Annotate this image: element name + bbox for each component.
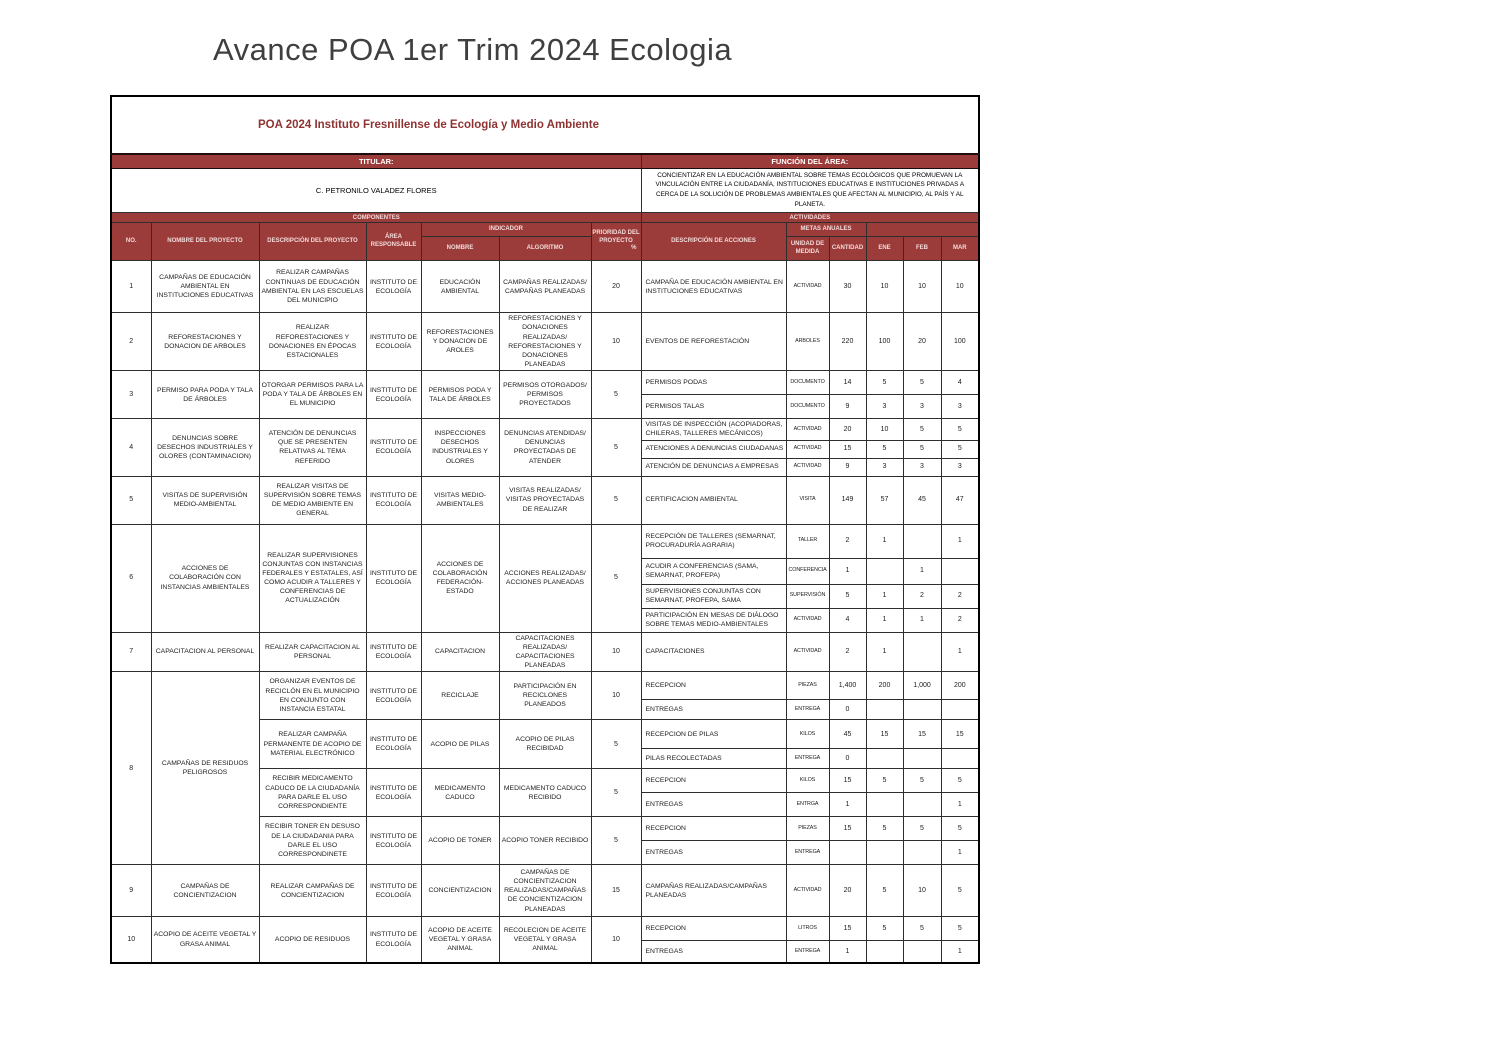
accion-feb: 20 [903, 313, 941, 371]
accion-mar: 5 [941, 817, 979, 841]
accion-mar: 5 [941, 769, 979, 793]
accion-descripcion: PILAS RECOLECTADAS [641, 749, 786, 769]
accion-mar: 3 [941, 458, 979, 476]
col-algoritmo: ALGORITMO [499, 237, 591, 261]
indicador-algoritmo: ACOPIO DE PILAS RECIBIDAD [499, 720, 591, 769]
project-descripcion: RECIBIR TONER EN DESUSO DE LA CIUDADANIA PARA DARLE EL USO CORRESPONDINETE [259, 817, 366, 865]
project-7-action-row [111, 632, 979, 672]
accion-unidad: ENTRGA [786, 793, 829, 817]
project-4-action-row [111, 419, 979, 440]
accion-ene: 1 [866, 524, 903, 558]
col-ene: ENE [866, 237, 903, 261]
accion-unidad: ACTIVIDAD [786, 608, 829, 632]
accion-unidad: DOCUMENTO [786, 371, 829, 395]
project-descripcion: RECIBIR MEDICAMENTO CADUCO DE LA CIUDADANÍA PARA DARLE EL USO CORRESPONDIENTE [259, 769, 366, 817]
titular-label: TITULAR: [111, 154, 641, 168]
project-area: INSTITUTO DE ECOLOGÍA [366, 313, 421, 371]
accion-feb: 1,000 [903, 672, 941, 700]
accion-feb: 5 [903, 817, 941, 841]
project-3-action-row [111, 371, 979, 395]
accion-cantidad: 9 [829, 458, 866, 476]
col-unidad-medida: UNIDAD DE MEDIDA [786, 237, 829, 261]
project-area: INSTITUTO DE ECOLOGÍA [366, 261, 421, 313]
accion-cantidad: 9 [829, 395, 866, 419]
project-nombre: CAPACITACION AL PERSONAL [151, 632, 259, 672]
indicador-algoritmo: ACCIONES REALIZADAS/ ACCIONES PLANEADAS [499, 524, 591, 632]
indicador-nombre: ACOPIO DE ACEITE VEGETAL Y GRASA ANIMAL [421, 917, 499, 963]
accion-descripcion: ENTREGAS [641, 793, 786, 817]
project-no: 9 [111, 865, 151, 917]
accion-descripcion: PERMISOS TALAS [641, 395, 786, 419]
project-no: 2 [111, 313, 151, 371]
accion-mar: 1 [941, 841, 979, 865]
accion-cantidad: 4 [829, 608, 866, 632]
accion-feb: 1 [903, 558, 941, 584]
accion-feb [903, 841, 941, 865]
col-prioridad-pct: % [631, 245, 637, 252]
project-descripcion: REALIZAR CAMPAÑAS CONTINUAS DE EDUCACIÓN AMBIENTAL EN LAS ESCUELAS DEL MUNICIPIO [259, 261, 366, 313]
accion-cantidad: 20 [829, 865, 866, 917]
project-no: 7 [111, 632, 151, 672]
project-area: INSTITUTO DE ECOLOGÍA [366, 865, 421, 917]
indicador-nombre: ACOPIO DE TONER [421, 817, 499, 865]
indicador-nombre: RECICLAJE [421, 672, 499, 720]
project-descripcion: OTORGAR PERMISOS PARA LA PODA Y TALA DE ÁRBOLES EN EL MUNICIPIO [259, 371, 366, 419]
accion-cantidad: 15 [829, 817, 866, 841]
accion-ene [866, 558, 903, 584]
accion-descripcion: ATENCIÓN DE DENUNCIAS A EMPRESAS [641, 458, 786, 476]
accion-descripcion: CERTIFICACION AMBIENTAL [641, 476, 786, 524]
accion-mar: 100 [941, 313, 979, 371]
indicador-algoritmo: CAMPAÑAS DE CONCIENTIZACION REALIZADAS/CAMPAÑAS DE CONCIENTIZACION PLANEADAS [499, 865, 591, 917]
accion-mar: 2 [941, 584, 979, 608]
column-header-row-1 [111, 223, 979, 237]
accion-ene [866, 941, 903, 963]
col-nombre-proyecto: NOMBRE DEL PROYECTO [151, 223, 259, 261]
project-nombre: REFORESTACIONES Y DONACION DE ARBOLES [151, 313, 259, 371]
titular-bar-row [111, 154, 979, 168]
col-no: NO. [111, 223, 151, 261]
accion-ene: 200 [866, 672, 903, 700]
accion-ene: 3 [866, 395, 903, 419]
accion-unidad: ENTREGA [786, 841, 829, 865]
project-area: INSTITUTO DE ECOLOGÍA [366, 419, 421, 476]
indicador-algoritmo: PARTICIPACIÓN EN RECICLONES PLANEADOS [499, 672, 591, 720]
indicador-nombre: VISITAS MEDIO-AMBIENTALES [421, 476, 499, 524]
prioridad-valor: 5 [591, 769, 641, 817]
accion-cantidad [829, 841, 866, 865]
project-no: 6 [111, 524, 151, 632]
project-descripcion: REALIZAR REFORESTACIONES Y DONACIONES EN ÉPOCAS ESTACIONALES [259, 313, 366, 371]
prioridad-valor: 10 [591, 917, 641, 963]
section-componentes: COMPONENTES [111, 213, 641, 223]
indicador-nombre: REFORESTACIONES Y DONACION DE AROLES [421, 313, 499, 371]
project-descripcion: REALIZAR VISITAS DE SUPERVISIÓN SOBRE TEMAS DE MEDIO AMBIENTE EN GENERAL [259, 476, 366, 524]
accion-unidad: ACTIVIDAD [786, 458, 829, 476]
section-bar-row [111, 213, 979, 223]
indicador-algoritmo: RECOLECION DE ACEITE VEGETAL Y GRASA ANIMAL [499, 917, 591, 963]
accion-mar [941, 558, 979, 584]
accion-ene: 57 [866, 476, 903, 524]
project-descripcion: ATENCIÓN DE DENUNCIAS QUE SE PRESENTEN RELATIVAS AL TEMA REFERIDO [259, 419, 366, 476]
accion-mar: 2 [941, 608, 979, 632]
accion-descripcion: CAMPAÑAS REALIZADAS/CAMPAÑAS PLANEADAS [641, 865, 786, 917]
accion-feb [903, 749, 941, 769]
accion-unidad: PIEZAS [786, 817, 829, 841]
accion-feb: 3 [903, 458, 941, 476]
accion-ene: 5 [866, 440, 903, 458]
accion-cantidad: 1 [829, 793, 866, 817]
page-title: Avance POA 1er Trim 2024 Ecologia [213, 32, 733, 67]
project-nombre: ACCIONES DE COLABORACIÓN CON INSTANCIAS AMBIENTALES [151, 524, 259, 632]
prioridad-valor: 10 [591, 313, 641, 371]
project-area: INSTITUTO DE ECOLOGÍA [366, 632, 421, 672]
col-feb: FEB [903, 237, 941, 261]
indicador-algoritmo: REFORESTACIONES Y DONACIONES REALIZADAS/ REFORESTACIONES Y DONACIONES PLANEADAS [499, 313, 591, 371]
accion-unidad: ACTIVIDAD [786, 440, 829, 458]
accion-mar: 15 [941, 720, 979, 749]
titular-name: C. PETRONILO VALADEZ FLORES [111, 168, 641, 213]
project-nombre: CAMPAÑAS DE EDUCACIÓN AMBIENTAL EN INSTITUCIONES EDUCATIVAS [151, 261, 259, 313]
project-no: 5 [111, 476, 151, 524]
project-nombre: DENUNCIAS SOBRE DESECHOS INDUSTRIALES Y OLORES (CONTAMINACION) [151, 419, 259, 476]
project-no: 4 [111, 419, 151, 476]
indicador-nombre: INSPECCIONES DESECHOS INDUSTRIALES Y OLORES [421, 419, 499, 476]
indicador-algoritmo: CAMPAÑAS REALIZADAS/ CAMPAÑAS PLANEADAS [499, 261, 591, 313]
accion-unidad: ENTREGA [786, 749, 829, 769]
accion-ene: 1 [866, 608, 903, 632]
project-nombre: VISITAS DE SUPERVISIÓN MEDIO-AMBIENTAL [151, 476, 259, 524]
project-area: INSTITUTO DE ECOLOGÍA [366, 672, 421, 720]
accion-mar [941, 749, 979, 769]
indicador-nombre: ACOPIO DE PILAS [421, 720, 499, 769]
accion-feb: 10 [903, 261, 941, 313]
prioridad-valor: 5 [591, 476, 641, 524]
accion-ene [866, 700, 903, 720]
doc-header-row [111, 96, 979, 154]
doc-title: POA 2024 Instituto Fresnillense de Ecología y Medio Ambiente [258, 119, 600, 131]
indicador-algoritmo: ACOPIO TONER RECIBIDO [499, 817, 591, 865]
accion-ene: 5 [866, 917, 903, 941]
accion-mar: 5 [941, 917, 979, 941]
accion-ene: 3 [866, 458, 903, 476]
project-nombre: CAMPAÑAS DE CONCIENTIZACION [151, 865, 259, 917]
accion-ene: 10 [866, 419, 903, 440]
doc-title-cell [111, 96, 979, 154]
accion-unidad: ARBOLES [786, 313, 829, 371]
accion-cantidad: 1 [829, 558, 866, 584]
indicador-nombre: PERMISOS PODA Y TALA DE ÁRBOLES [421, 371, 499, 419]
project-descripcion: REALIZAR CAMPAÑA PERMANENTE DE ACOPIO DE MATERIAL ELECTRÓNICO [259, 720, 366, 769]
project-no: 8 [111, 672, 151, 865]
col-indicador: INDICADOR [421, 223, 591, 237]
accion-unidad: CONFERENCIA [786, 558, 829, 584]
accion-unidad: SUPERVISIÓN [786, 584, 829, 608]
accion-descripcion: VISITAS DE INSPECCIÓN (ACOPIADORAS, CHILERAS, TALLERES MECÁNICOS) [641, 419, 786, 440]
project-no: 1 [111, 261, 151, 313]
accion-mar: 5 [941, 865, 979, 917]
indicador-algoritmo: CAPACITACIONES REALIZADAS/ CAPACITACIONES PLANEADAS [499, 632, 591, 672]
project-descripcion: ACOPIO DE RESIDUOS [259, 917, 366, 963]
accion-unidad: KILOS [786, 769, 829, 793]
project-10-action-row [111, 917, 979, 941]
accion-feb [903, 793, 941, 817]
accion-cantidad: 45 [829, 720, 866, 749]
accion-cantidad: 0 [829, 700, 866, 720]
col-indicador-nombre: NOMBRE [421, 237, 499, 261]
project-area: INSTITUTO DE ECOLOGÍA [366, 371, 421, 419]
accion-descripcion: PERMISOS PODAS [641, 371, 786, 395]
accion-mar: 1 [941, 793, 979, 817]
project-area: INSTITUTO DE ECOLOGÍA [366, 720, 421, 769]
project-nombre: ACOPIO DE ACEITE VEGETAL Y GRASA ANIMAL [151, 917, 259, 963]
accion-ene: 5 [866, 371, 903, 395]
indicador-nombre: MEDICAMENTO CADUCO [421, 769, 499, 817]
accion-ene: 1 [866, 632, 903, 672]
accion-cantidad: 2 [829, 524, 866, 558]
project-descripcion: REALIZAR CAPACITACION AL PERSONAL [259, 632, 366, 672]
accion-descripcion: RECEPCIÓN DE TALLERES (SEMARNAT, PROCURADURÍA AGRARIA) [641, 524, 786, 558]
accion-cantidad: 1 [829, 941, 866, 963]
accion-unidad: ENTREGA [786, 941, 829, 963]
accion-cantidad: 15 [829, 769, 866, 793]
accion-feb [903, 524, 941, 558]
accion-unidad: PIEZAS [786, 672, 829, 700]
accion-ene: 5 [866, 865, 903, 917]
accion-cantidad: 14 [829, 371, 866, 395]
col-prioridad-label: PRIORIDAD DEL PROYECTO [592, 230, 640, 244]
project-nombre: CAMPAÑAS DE RESIDUOS PELIGROSOS [151, 672, 259, 865]
accion-feb: 45 [903, 476, 941, 524]
accion-cantidad: 0 [829, 749, 866, 769]
project-area: INSTITUTO DE ECOLOGÍA [366, 476, 421, 524]
funcion-label: FUNCIÓN DEL ÁREA: [641, 154, 979, 168]
accion-unidad: ACTIVIDAD [786, 865, 829, 917]
accion-mar: 4 [941, 371, 979, 395]
project-1-action-row [111, 261, 979, 313]
accion-ene: 15 [866, 720, 903, 749]
project-area: INSTITUTO DE ECOLOGÍA [366, 524, 421, 632]
prioridad-valor: 5 [591, 524, 641, 632]
accion-descripcion: RECEPCION [641, 672, 786, 700]
accion-cantidad: 15 [829, 917, 866, 941]
accion-unidad: KILOS [786, 720, 829, 749]
accion-cantidad: 149 [829, 476, 866, 524]
accion-cantidad: 30 [829, 261, 866, 313]
project-8-action-row [111, 672, 979, 700]
titular-value-row [111, 168, 979, 213]
accion-unidad: LITROS [786, 917, 829, 941]
accion-feb [903, 941, 941, 963]
accion-unidad: VISITA [786, 476, 829, 524]
col-area-responsable: ÁREA RESPONSABLE [366, 223, 421, 261]
accion-unidad: TALLER [786, 524, 829, 558]
indicador-nombre: CAPACITACION [421, 632, 499, 672]
accion-mar: 5 [941, 419, 979, 440]
accion-mar [941, 700, 979, 720]
accion-unidad: DOCUMENTO [786, 395, 829, 419]
accion-mar: 5 [941, 440, 979, 458]
project-descripcion: REALIZAR SUPERVISIONES CONJUNTAS CON INSTANCIAS FEDERALES Y ESTATALES, ASÍ COMO ACUDIR A TALLERES Y CONFERENCIAS DE ACTUALIZACIÓN [259, 524, 366, 632]
project-descripcion: REALIZAR CAMPAÑAS DE CONCIENTIZACION [259, 865, 366, 917]
accion-mar: 1 [941, 524, 979, 558]
prioridad-valor: 5 [591, 720, 641, 769]
project-2-action-row [111, 313, 979, 371]
project-9-action-row [111, 865, 979, 917]
accion-feb: 5 [903, 769, 941, 793]
prioridad-valor: 15 [591, 865, 641, 917]
accion-feb [903, 700, 941, 720]
accion-feb: 10 [903, 865, 941, 917]
accion-feb: 5 [903, 419, 941, 440]
indicador-nombre: ACCIONES DE COLABORACIÓN FEDERACIÓN-ESTADO [421, 524, 499, 632]
accion-ene [866, 749, 903, 769]
accion-feb [903, 632, 941, 672]
accion-ene: 1 [866, 584, 903, 608]
accion-cantidad: 220 [829, 313, 866, 371]
accion-feb: 5 [903, 371, 941, 395]
accion-descripcion: RECEPCION [641, 917, 786, 941]
accion-mar: 10 [941, 261, 979, 313]
accion-feb: 1 [903, 608, 941, 632]
accion-descripcion: RECEPCION [641, 769, 786, 793]
accion-cantidad: 20 [829, 419, 866, 440]
project-descripcion: ORGANIZAR EVENTOS DE RECICLÓN EN EL MUNICIPIO EN CONJUNTO CON INSTANCIA ESTATAL [259, 672, 366, 720]
accion-descripcion: ENTREGAS [641, 841, 786, 865]
accion-descripcion: PARTICIPACIÓN EN MESAS DE DIÁLOGO SOBRE TEMAS MEDIO-AMBIENTALES [641, 608, 786, 632]
prioridad-valor: 10 [591, 632, 641, 672]
accion-feb: 3 [903, 395, 941, 419]
indicador-algoritmo: VISITAS REALIZADAS/ VISITAS PROYECTADAS DE REALIZAR [499, 476, 591, 524]
accion-cantidad: 1,400 [829, 672, 866, 700]
accion-ene: 10 [866, 261, 903, 313]
accion-feb: 2 [903, 584, 941, 608]
accion-feb: 5 [903, 440, 941, 458]
accion-cantidad: 2 [829, 632, 866, 672]
accion-descripcion: CAPACITACIONES [641, 632, 786, 672]
poa-table [110, 95, 980, 964]
accion-descripcion: ENTREGAS [641, 700, 786, 720]
accion-unidad: ENTREGA [786, 700, 829, 720]
col-cantidad: CANTIDAD [829, 237, 866, 261]
prioridad-valor: 5 [591, 371, 641, 419]
accion-feb: 15 [903, 720, 941, 749]
project-no: 3 [111, 371, 151, 419]
accion-mar: 47 [941, 476, 979, 524]
accion-cantidad: 5 [829, 584, 866, 608]
accion-cantidad: 15 [829, 440, 866, 458]
accion-descripcion: EVENTOS DE REFORESTACIÓN [641, 313, 786, 371]
col-months-spacer [866, 223, 979, 237]
accion-unidad: ACTIVIDAD [786, 632, 829, 672]
project-area: INSTITUTO DE ECOLOGÍA [366, 769, 421, 817]
funcion-text: CONCIENTIZAR EN LA EDUCACIÓN AMBIENTAL SOBRE TEMAS ECOLÓGICOS QUE PROMUEVAN LA VINCULACIÓN ENTRE LA CIUDADANÍA, INSTITUCIONES EDUCATIVAS E INSTITUCIONES PRIVADAS A CERCA DE LA SOLUCIÓN DE PROBLEMAS AMBIENTALES QUE AFECTAN AL MUNICIPIO, AL PAÍS Y AL PLANETA. [641, 168, 979, 213]
accion-descripcion: RECEPCION DE PILAS [641, 720, 786, 749]
indicador-algoritmo: DENUNCIAS ATENDIDAS/ DENUNCIAS PROYECTADAS DE ATENDER [499, 419, 591, 476]
prioridad-valor: 5 [591, 419, 641, 476]
prioridad-valor: 20 [591, 261, 641, 313]
accion-mar: 1 [941, 941, 979, 963]
accion-feb: 5 [903, 917, 941, 941]
accion-ene [866, 793, 903, 817]
indicador-nombre: CONCIENTIZACION [421, 865, 499, 917]
accion-ene: 100 [866, 313, 903, 371]
project-6-action-row [111, 524, 979, 558]
accion-ene: 5 [866, 817, 903, 841]
accion-descripcion: ATENCIONES A DENUNCIAS CIUDADANAS [641, 440, 786, 458]
accion-mar: 200 [941, 672, 979, 700]
accion-ene: 5 [866, 769, 903, 793]
project-5-action-row [111, 476, 979, 524]
accion-descripcion: RECEPCION [641, 817, 786, 841]
accion-unidad: ACTIVIDAD [786, 419, 829, 440]
accion-ene [866, 841, 903, 865]
poa-table-container [110, 95, 980, 964]
accion-descripcion: ACUDIR A CONFERENCIAS (SAMA, SEMARNAT, PROFEPA) [641, 558, 786, 584]
prioridad-valor: 10 [591, 672, 641, 720]
project-area: INSTITUTO DE ECOLOGÍA [366, 917, 421, 963]
accion-descripcion: ENTREGAS [641, 941, 786, 963]
accion-descripcion: CAMPAÑA DE EDUCACIÓN AMBIENTAL EN INSTITUCIONES EDUCATIVAS [641, 261, 786, 313]
col-descripcion-acciones: DESCRIPCIÓN DE ACCIONES [641, 223, 786, 261]
col-prioridad [591, 223, 641, 261]
project-no: 10 [111, 917, 151, 963]
prioridad-valor: 5 [591, 817, 641, 865]
indicador-algoritmo: MEDICAMENTO CADUCO RECIBIDO [499, 769, 591, 817]
accion-mar: 3 [941, 395, 979, 419]
project-area: INSTITUTO DE ECOLOGÍA [366, 817, 421, 865]
project-nombre: PERMISO PARA PODA Y TALA DE ÁRBOLES [151, 371, 259, 419]
section-actividades: ACTIVIDADES [641, 213, 979, 223]
accion-mar: 1 [941, 632, 979, 672]
accion-unidad: ACTIVIDAD [786, 261, 829, 313]
accion-descripcion: SUPERVISIONES CONJUNTAS CON SEMARNAT, PROFEPA, SAMA [641, 584, 786, 608]
indicador-nombre: EDUCACIÓN AMBIENTAL [421, 261, 499, 313]
indicador-algoritmo: PERMISOS OTORGADOS/ PERMISOS PROYECTADOS [499, 371, 591, 419]
col-metas-anuales: METAS ANUALES [786, 223, 866, 237]
col-mar: MAR [941, 237, 979, 261]
col-descripcion-proyecto: DESCRIPCIÓN DEL PROYECTO [259, 223, 366, 261]
